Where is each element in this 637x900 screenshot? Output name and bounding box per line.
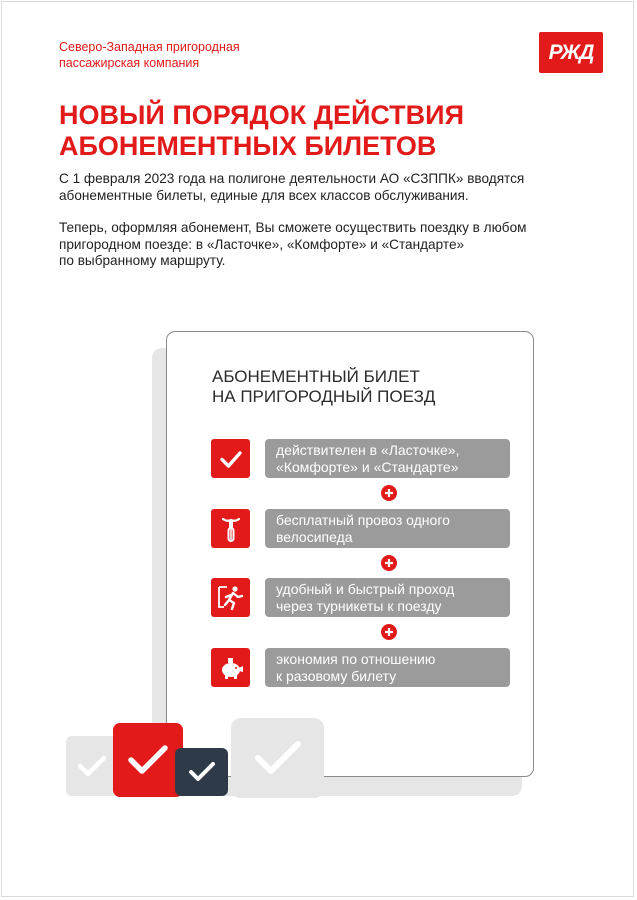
plus-icon bbox=[381, 624, 397, 640]
intro-p2-line3: по выбранному маршруту. bbox=[59, 253, 226, 268]
feature-valid-trains bbox=[265, 439, 510, 478]
large-light-check-tile bbox=[231, 718, 324, 798]
feature-bicycle bbox=[265, 509, 510, 548]
red-check-tile bbox=[113, 723, 183, 797]
feature-1-line1: действителен в «Ласточке», bbox=[276, 442, 460, 458]
rzd-logo-text: РЖД bbox=[548, 40, 594, 64]
feature-3-line1: удобный и быстрый проход bbox=[276, 581, 455, 597]
card-title-line1: АБОНЕМЕНТНЫЙ БИЛЕТ bbox=[212, 367, 420, 386]
feature-3-line2: через турникеты к поезду bbox=[276, 597, 442, 614]
intro-p1-line1: С 1 февраля 2023 года на полигоне деятельности АО «СЗППК» вводятся bbox=[59, 171, 525, 186]
feature-4-line2: к разовому билету bbox=[276, 667, 397, 684]
light-check-tile bbox=[66, 736, 118, 796]
feature-2-line2: велосипеда bbox=[276, 528, 353, 545]
feature-4-line1: экономия по отношению bbox=[276, 651, 436, 667]
company-name-line1: Северо-Западная пригородная bbox=[59, 40, 240, 54]
feature-savings bbox=[265, 648, 510, 687]
card-title bbox=[212, 367, 435, 407]
intro-paragraph-2 bbox=[59, 220, 527, 270]
page-title bbox=[59, 100, 464, 162]
feature-turnstile bbox=[265, 578, 510, 617]
intro-p1-line2: абонементные билеты, единые для всех классов обслуживания. bbox=[59, 187, 469, 203]
intro-paragraph-1 bbox=[59, 171, 524, 204]
checkmark-icon bbox=[211, 439, 250, 478]
rzd-logo bbox=[539, 32, 603, 73]
card-title-line2: НА ПРИГОРОДНЫЙ ПОЕЗД bbox=[212, 387, 436, 406]
plus-icon bbox=[381, 555, 397, 571]
company-name-line2: пассажирская компания bbox=[59, 56, 200, 70]
running-person-icon bbox=[211, 578, 250, 617]
feature-1-line2: «Комфорте» и «Стандарте» bbox=[276, 458, 459, 475]
bicycle-icon bbox=[211, 509, 250, 548]
dark-check-tile bbox=[175, 748, 228, 796]
intro-p2-line1: Теперь, оформляя абонемент, Вы сможете осуществить поездку в любом bbox=[59, 220, 527, 235]
page-title-line2: АБОНЕМЕНТНЫХ БИЛЕТОВ bbox=[59, 131, 437, 161]
plus-icon bbox=[381, 485, 397, 501]
piggy-bank-icon bbox=[211, 648, 250, 687]
intro-p2-line2: пригородном поезде: в «Ласточке», «Комфорте» и «Стандарте» bbox=[59, 236, 465, 252]
feature-2-line1: бесплатный провоз одного bbox=[276, 512, 450, 528]
company-name bbox=[59, 39, 240, 71]
page-title-line1: НОВЫЙ ПОРЯДОК ДЕЙСТВИЯ bbox=[59, 100, 464, 130]
